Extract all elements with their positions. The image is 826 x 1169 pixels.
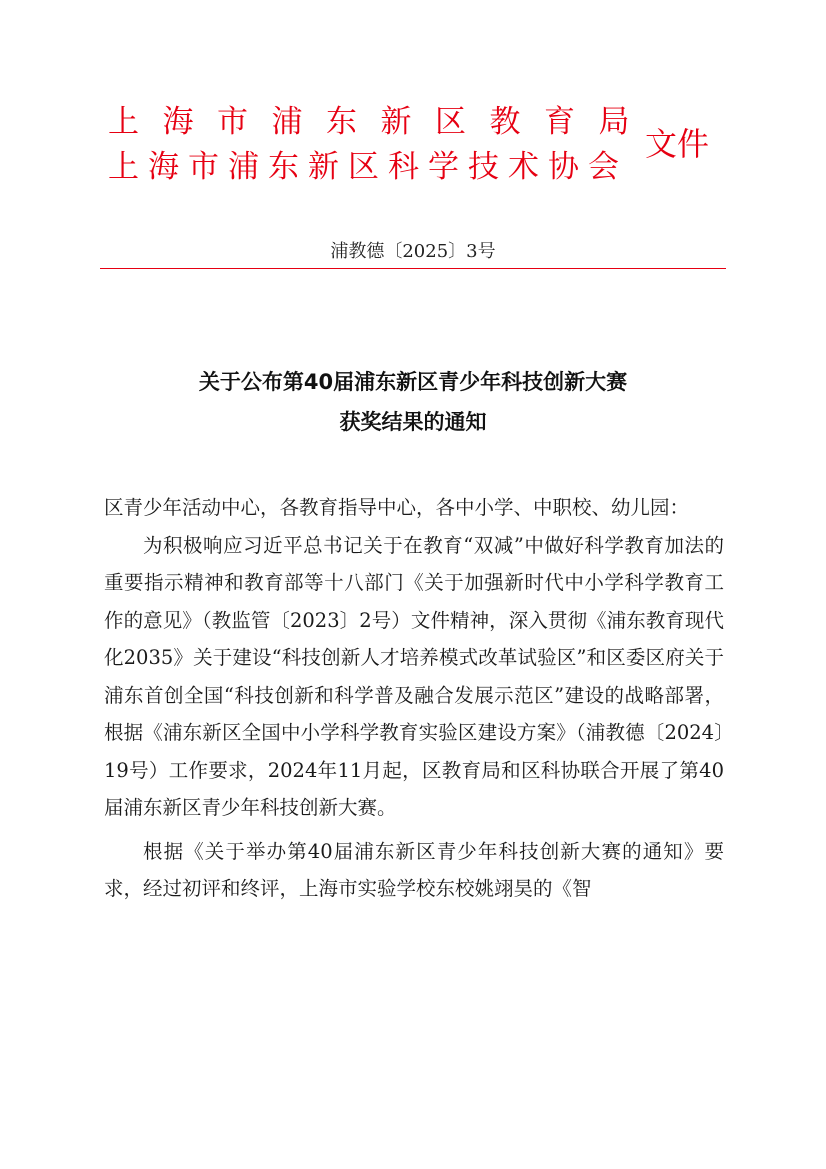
document-body <box>104 489 724 908</box>
issuing-authorities <box>108 100 653 190</box>
salutation: 区青少年活动中心，各教育指导中心，各中小学、中职校、幼儿园： <box>104 496 690 519</box>
body-paragraph: 为积极响应习近平总书记关于在教育“双减”中做好科学教育加法的重要指示精神和教育部等十八部门《关于加强新时代中小学科学教育工作的意见》（教监管〔2023〕2号）文件精神，深入贯彻《浦东教育现代化2035》关于建设“科技创新人才培养模式改革试验区”和区委区府关于浦东首创全国“科技创新和科学普及融合发展示范区”建设的战略部署，根据《浦东新区全国中小学科学教育实验区建设方案》（浦教德〔2024〕19号）工作要求，2024年11月起，区教育局和区科协联合开展了第40届浦东新区青少年科技创新大赛。 <box>104 533 724 819</box>
document-type-label: 文件 <box>645 125 710 163</box>
red-divider <box>100 268 726 269</box>
title-line-2: 获奖结果的通知 <box>339 410 487 434</box>
issuer-education-bureau: 上海市浦东新区教育局 <box>108 104 653 140</box>
issuer-science-association: 上海市浦东新区科学技术协会 <box>108 149 628 185</box>
document-title <box>0 362 826 442</box>
title-line-1: 关于公布第40届浦东新区青少年科技创新大赛 <box>198 370 628 394</box>
document-number: 浦教德〔2025〕3号 <box>330 241 496 262</box>
body-paragraph: 根据《关于举办第40届浦东新区青少年科技创新大赛的通知》要求，经过初评和终评，上海市实验学校东校姚翊昊的《智 <box>104 839 724 900</box>
